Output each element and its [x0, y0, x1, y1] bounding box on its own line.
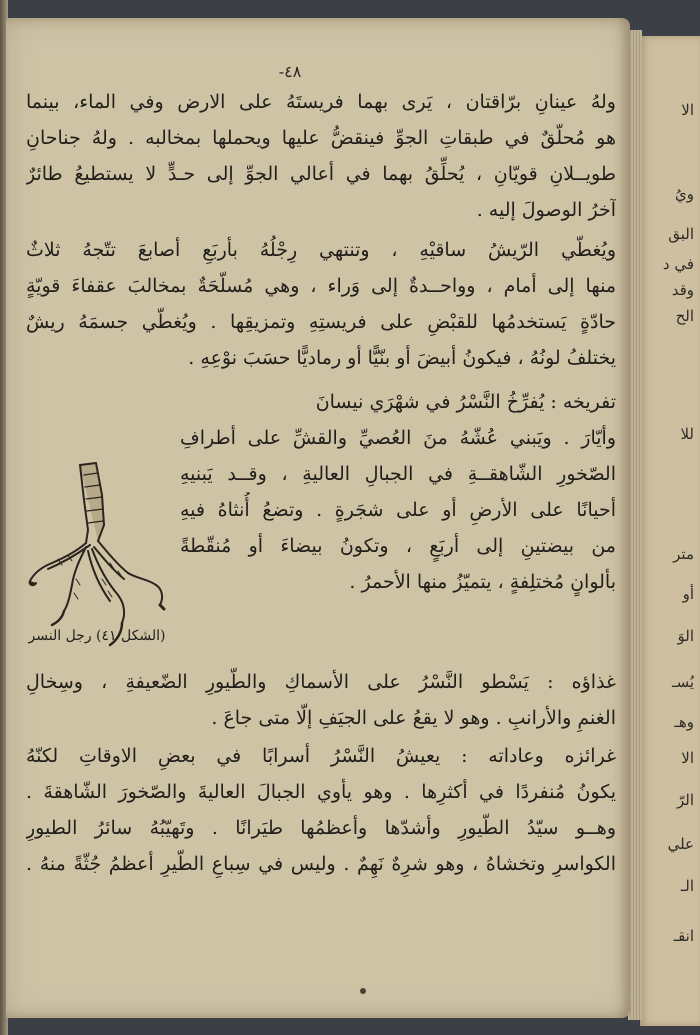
text-line: وهــو سيّدُ الطّيورِ وأشدّها وأعظمُها طيَرانًا . وتَهيّبُهُ سائرُ الطيورِ: [26, 817, 616, 839]
text-line: يكونُ مُنفردًا في أكثرِها . وهو يأوي الجبالَ العاليةَ والصّخورَ الشّاهقةَ .: [26, 781, 616, 803]
next-page-text: الا: [681, 749, 694, 767]
text-line: يختلفُ لونُهُ ، فيكونُ أبيضَ أو بنّيًّا أو رماديًّا حسَبَ نوْعِهِ .: [188, 347, 616, 369]
next-page-text: الـ: [680, 877, 694, 895]
section-heading-habits: غرائزه وعاداته : يعيشُ النَّسْرُ أسرابًا في بعضِ الاوقاتِ لكنّهُ: [26, 745, 616, 767]
next-page-text: البق: [668, 225, 694, 243]
next-page-text: انقـ: [673, 927, 694, 945]
next-page-text: للا: [680, 425, 694, 443]
page-number: -٤٨: [278, 62, 302, 81]
next-page-text: الرّ: [676, 791, 694, 809]
text-line: الغنمِ والأرانبِ . وهو لا يقعُ على الجيَفِ إلّا متى جاعَ .: [211, 707, 616, 729]
next-page-text: ويُ: [675, 185, 694, 203]
page-dot: [360, 988, 366, 994]
page-stack-edge: [628, 30, 642, 1020]
next-page-fragment: [640, 36, 700, 1026]
next-page-text: وقد: [671, 281, 694, 299]
text-line: ويُغطّي الرّيشُ ساقيْهِ ، وتنتهي رِجْلُهُ بأربَعِ أصابعَ تتّجهُ ثلاثٌ: [26, 239, 616, 261]
text-line: بألوانٍ مُختلِفةٍ ، يتميّزُ منها الأحمرُ .: [349, 571, 616, 593]
section-heading-breeding: تفريخه : يُفرِّخُ النَّسْرُ في شهْرَي نيسانَ: [315, 391, 616, 413]
next-page-text: الحِ: [675, 307, 694, 325]
next-page-text: الوَ: [677, 627, 694, 645]
text-line: طويــلانِ قويّانِ ، يُحلِّقُ بهما في أعالي الجوِّ إلى حـدٍّ لا يستطيعُ طائرٌ: [26, 163, 616, 185]
text-line: هو مُحلّقٌ في طبقاتِ الجوِّ فينقضُّ عليها ويحملها بمخالبه . ولهُ جناحانِ: [26, 127, 616, 149]
next-page-text: أو: [682, 585, 694, 603]
text-line: ولهُ عينانِ برّاقتان ، يَرى بهما فريستَهُ على الارض وفي الماء، بينما: [26, 91, 616, 113]
text-line: أحيانًا على الأرضِ أو على شجَرةٍ . وتضعُ أُنثاهُ فيهِ: [180, 499, 616, 521]
section-heading-food: غذاؤه : يَسْطو النَّسْرُ على الأسماكِ والطّيورِ الضّعيفةِ ، وسِخالِ: [26, 671, 616, 693]
next-page-text: الا: [681, 101, 694, 119]
next-page-text: متر: [673, 545, 694, 563]
next-page-text: وهـ: [674, 713, 694, 731]
figure-caption: (الشكل ٤١) رجل النسر: [28, 628, 166, 644]
next-page-text: علي: [667, 835, 694, 853]
text-line: آخرُ الوصولَ إليه .: [476, 199, 616, 221]
text-line: الصّخورِ الشّاهقــةِ في الجبالِ العاليةِ ، وقــد يَبنيهِ: [180, 463, 616, 485]
text-line: وأيّارَ . ويَبني عُشّهُ منَ العُصيِّ والقشِّ على أطرافِ: [180, 427, 616, 449]
next-page-text: يُسـ: [672, 673, 694, 691]
text-line: من بيضتينِ إلى أربَعٍ ، وتكونُ بيضاءَ أو مُنقّطةً: [180, 535, 616, 557]
text-line: حادّةٍ يَستخدمُها للقبْضِ على فريستِهِ وتمزيقِها . ويُغطّي جسمَهُ ريشٌ: [26, 311, 616, 333]
text-line: منها إلى أمام ، وواحــدةٌ إلى وَراء ، وهي مُسلّحَةٌ بمخالبَ عقفاءَ قويّةٍ: [26, 275, 616, 297]
next-page-text: في د: [662, 255, 694, 273]
text-line: الكواسرِ وتخشاهُ ، وهو شرِهٌ نَهِمٌ . وليس في سِباعِ الطّيرِ أعظمُ جُثّةً منهُ .: [26, 853, 616, 875]
